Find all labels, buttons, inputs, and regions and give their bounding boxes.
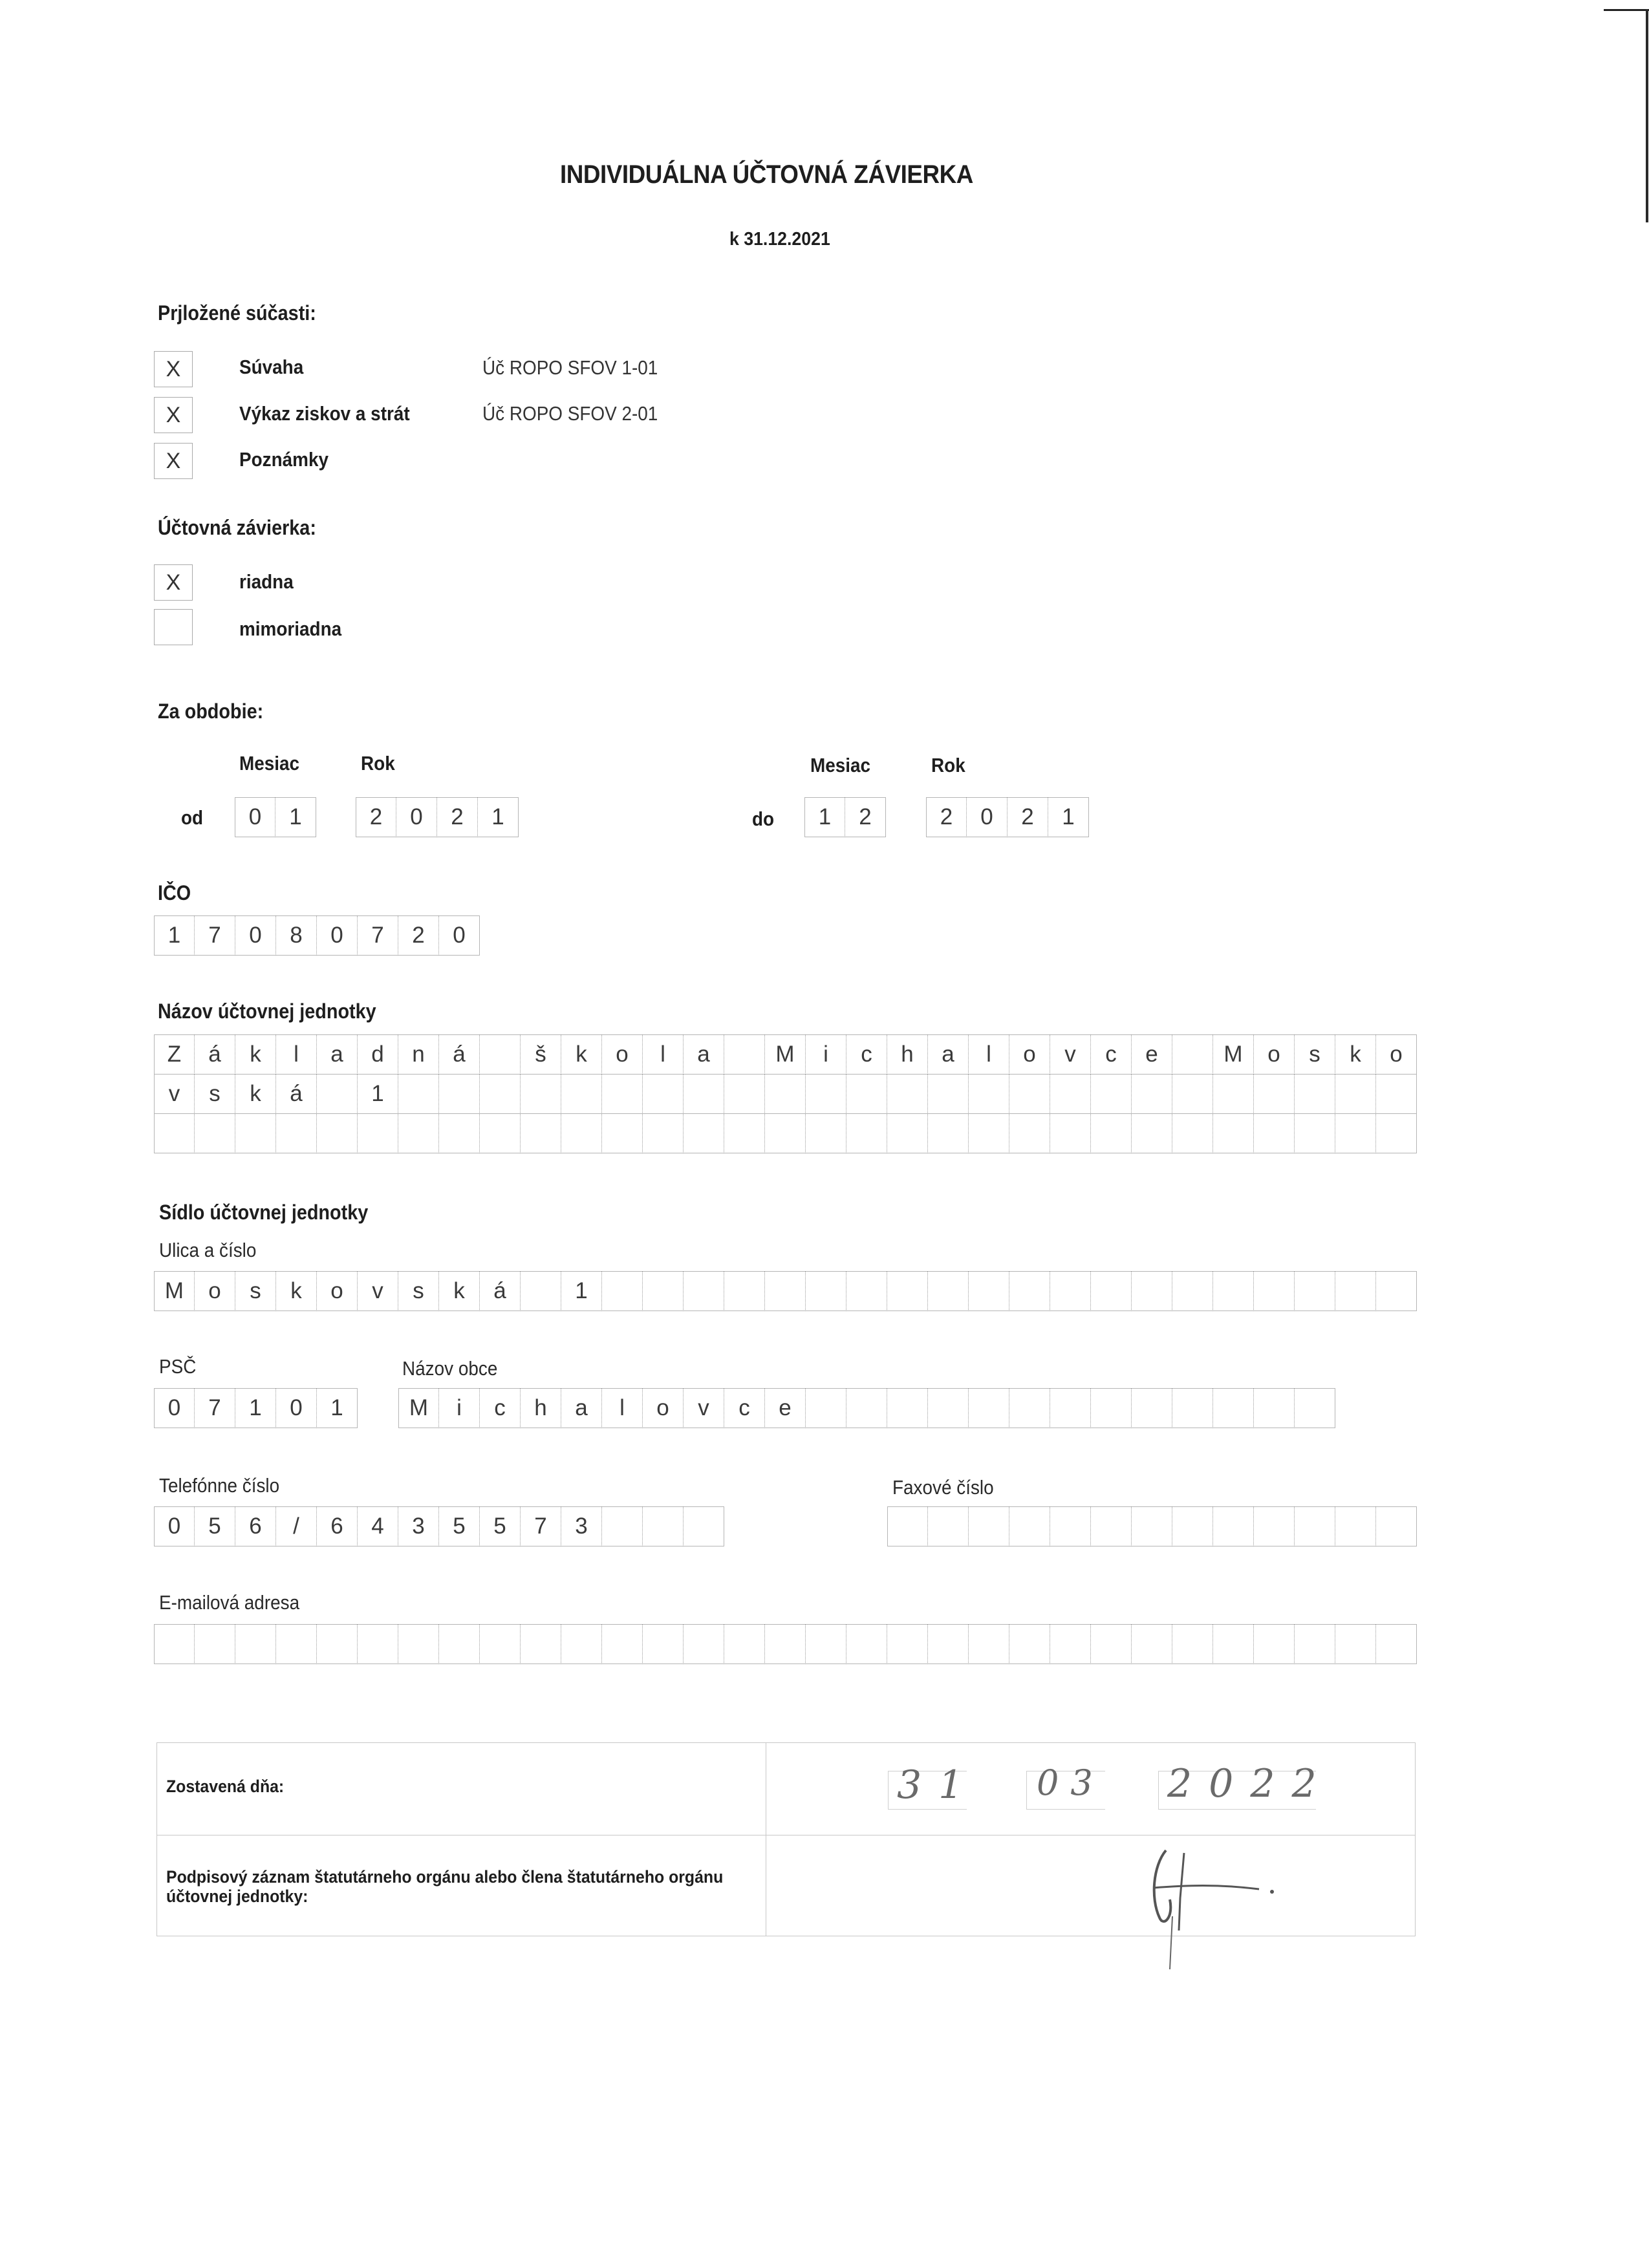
entity-name-cell[interactable]: o [1376, 1034, 1417, 1075]
street-cell[interactable] [928, 1271, 969, 1311]
entity-name-cell[interactable] [846, 1074, 887, 1114]
city-cell[interactable]: l [602, 1388, 643, 1428]
entity-name-cell[interactable]: M [765, 1034, 806, 1075]
email-cell[interactable] [235, 1624, 276, 1664]
entity-name-cell[interactable] [684, 1113, 724, 1153]
city-cell[interactable]: o [643, 1388, 684, 1428]
street-cell[interactable]: o [317, 1271, 358, 1311]
street-cell[interactable] [1091, 1271, 1132, 1311]
entity-name-cell[interactable]: á [439, 1034, 480, 1075]
entity-name-cell[interactable]: s [195, 1074, 235, 1114]
signature-label: Podpisový záznam štatutárneho orgánu alebo člena štatutárneho orgánu účtovnej jednotky: [166, 1867, 724, 1906]
street-cell[interactable]: k [276, 1271, 317, 1311]
signature-mark [1108, 1840, 1444, 1982]
city-cell[interactable]: h [521, 1388, 561, 1428]
fax-cell[interactable] [1295, 1506, 1335, 1546]
city-cell[interactable] [1295, 1388, 1335, 1428]
phone-cell[interactable]: 3 [561, 1506, 602, 1546]
entity-name-row-2[interactable] [154, 1074, 1417, 1114]
entity-name-cell[interactable] [928, 1113, 969, 1153]
entity-name-cell[interactable] [1335, 1074, 1376, 1114]
entity-name-cell[interactable] [1132, 1074, 1172, 1114]
entity-name-cell[interactable] [887, 1074, 928, 1114]
period-to-year-cell[interactable]: 2 [926, 797, 967, 837]
attachments-heading: Prjložené súčasti: [158, 301, 316, 325]
compiled-day-handwritten: 31 [897, 1762, 980, 1808]
attachment-label-suvaha: Súvaha [239, 356, 304, 378]
email-cell[interactable] [887, 1624, 928, 1664]
scan-edge-mark [1604, 9, 1649, 11]
period-to-month-cell[interactable]: 1 [804, 797, 845, 837]
ico-label: IČO [158, 881, 191, 904]
phone-cell[interactable] [684, 1506, 724, 1546]
fax-cell[interactable] [969, 1506, 1009, 1546]
period-from-month-input[interactable] [235, 797, 316, 837]
street-cell[interactable]: s [398, 1271, 439, 1311]
street-cell[interactable]: á [480, 1271, 521, 1311]
city-cell[interactable]: c [480, 1388, 521, 1428]
entity-name-cell[interactable] [561, 1074, 602, 1114]
psc-cell[interactable]: 7 [195, 1388, 235, 1428]
page-title: INDIVIDUÁLNA ÚČTOVNÁ ZÁVIERKA [560, 160, 973, 189]
entity-name-cell[interactable] [398, 1113, 439, 1153]
email-cell[interactable] [846, 1624, 887, 1664]
entity-name-cell[interactable]: o [1254, 1034, 1295, 1075]
period-from-year-cell[interactable]: 1 [478, 797, 519, 837]
attachment-checkbox-vykaz[interactable]: X [154, 397, 193, 433]
phone-cell[interactable]: 6 [317, 1506, 358, 1546]
street-cell[interactable]: k [439, 1271, 480, 1311]
entity-name-cell[interactable] [806, 1113, 846, 1153]
entity-name-cell[interactable]: Z [154, 1034, 195, 1075]
fax-cell[interactable] [1132, 1506, 1172, 1546]
fax-label: Faxové číslo [892, 1476, 994, 1499]
phone-cell[interactable]: 6 [235, 1506, 276, 1546]
entity-name-cell[interactable] [765, 1074, 806, 1114]
entity-name-cell[interactable] [684, 1074, 724, 1114]
entity-name-cell[interactable] [1335, 1113, 1376, 1153]
entity-name-cell[interactable]: a [684, 1034, 724, 1075]
period-from-year-cell[interactable]: 2 [356, 797, 396, 837]
email-cell[interactable] [602, 1624, 643, 1664]
email-cell[interactable] [806, 1624, 846, 1664]
fax-cell[interactable] [1376, 1506, 1417, 1546]
entity-name-cell[interactable]: c [1091, 1034, 1132, 1075]
street-cell[interactable] [602, 1271, 643, 1311]
street-cell[interactable] [846, 1271, 887, 1311]
period-from-month-cell[interactable]: 1 [275, 797, 316, 837]
entity-name-cell[interactable] [1009, 1113, 1050, 1153]
entity-name-cell[interactable]: á [195, 1034, 235, 1075]
entity-name-cell[interactable] [1050, 1074, 1091, 1114]
entity-name-cell[interactable]: k [1335, 1034, 1376, 1075]
entity-name-label: Názov účtovnej jednotky [158, 1000, 376, 1023]
period-heading: Za obdobie: [158, 700, 264, 723]
phone-cell[interactable]: 4 [358, 1506, 398, 1546]
entity-name-cell[interactable]: á [276, 1074, 317, 1114]
entity-name-cell[interactable] [602, 1074, 643, 1114]
entity-name-cell[interactable] [1376, 1113, 1417, 1153]
email-input[interactable] [154, 1624, 1417, 1664]
email-cell[interactable] [439, 1624, 480, 1664]
entity-name-cell[interactable]: v [154, 1074, 195, 1114]
entity-name-cell[interactable] [1213, 1113, 1254, 1153]
entity-name-cell[interactable]: l [643, 1034, 684, 1075]
street-cell[interactable] [1376, 1271, 1417, 1311]
email-cell[interactable] [317, 1624, 358, 1664]
entity-name-cell[interactable]: o [1009, 1034, 1050, 1075]
city-cell[interactable] [1009, 1388, 1050, 1428]
street-cell[interactable] [1335, 1271, 1376, 1311]
entity-name-cell[interactable] [195, 1113, 235, 1153]
email-cell[interactable] [643, 1624, 684, 1664]
entity-name-cell[interactable] [235, 1113, 276, 1153]
email-cell[interactable] [928, 1624, 969, 1664]
period-from-year-cell[interactable]: 2 [437, 797, 478, 837]
entity-name-cell[interactable]: i [806, 1034, 846, 1075]
entity-name-cell[interactable]: d [358, 1034, 398, 1075]
email-cell[interactable] [1172, 1624, 1213, 1664]
phone-cell[interactable]: 0 [154, 1506, 195, 1546]
signature-table [156, 1742, 1416, 1936]
psc-cell[interactable]: 1 [235, 1388, 276, 1428]
period-to-month-cell[interactable]: 2 [845, 797, 886, 837]
compiled-date-label: Zostavená dňa: [166, 1777, 285, 1796]
period-to-year-cell[interactable]: 0 [967, 797, 1008, 837]
phone-label: Telefónne číslo [159, 1474, 280, 1497]
entity-name-cell[interactable] [1172, 1034, 1213, 1075]
scan-edge-shadow [1646, 9, 1648, 222]
entity-name-cell[interactable]: l [276, 1034, 317, 1075]
entity-name-cell[interactable] [154, 1113, 195, 1153]
entity-name-cell[interactable] [561, 1113, 602, 1153]
street-cell[interactable] [1295, 1271, 1335, 1311]
email-cell[interactable] [1050, 1624, 1091, 1664]
fax-input[interactable] [887, 1506, 1417, 1546]
statement-type-label-riadna: riadna [239, 570, 294, 593]
city-cell[interactable] [806, 1388, 846, 1428]
ico-cell[interactable]: 0 [235, 915, 276, 956]
entity-name-cell[interactable] [1091, 1113, 1132, 1153]
ico-cell[interactable]: 7 [358, 915, 398, 956]
entity-name-cell[interactable]: k [561, 1034, 602, 1075]
entity-name-cell[interactable]: k [235, 1034, 276, 1075]
ico-cell[interactable]: 0 [317, 915, 358, 956]
fax-cell[interactable] [928, 1506, 969, 1546]
fax-cell[interactable] [1050, 1506, 1091, 1546]
entity-name-cell[interactable] [480, 1074, 521, 1114]
entity-name-cell[interactable] [521, 1113, 561, 1153]
entity-name-cell[interactable]: h [887, 1034, 928, 1075]
city-cell[interactable] [969, 1388, 1009, 1428]
entity-name-cell[interactable] [724, 1074, 765, 1114]
attachment-checkbox-suvaha[interactable]: X [154, 351, 193, 387]
entity-name-cell[interactable] [1132, 1113, 1172, 1153]
street-cell[interactable]: s [235, 1271, 276, 1311]
email-cell[interactable] [521, 1624, 561, 1664]
email-cell[interactable] [1335, 1624, 1376, 1664]
email-cell[interactable] [1091, 1624, 1132, 1664]
street-cell[interactable] [806, 1271, 846, 1311]
city-cell[interactable] [887, 1388, 928, 1428]
ico-input[interactable] [154, 915, 480, 956]
entity-name-cell[interactable] [602, 1113, 643, 1153]
email-cell[interactable] [1254, 1624, 1295, 1664]
entity-name-cell[interactable] [1376, 1074, 1417, 1114]
entity-name-cell[interactable] [643, 1113, 684, 1153]
phone-cell[interactable]: 5 [195, 1506, 235, 1546]
entity-name-cell[interactable] [1295, 1074, 1335, 1114]
entity-name-cell[interactable]: a [928, 1034, 969, 1075]
fax-cell[interactable] [1335, 1506, 1376, 1546]
psc-cell[interactable]: 0 [276, 1388, 317, 1428]
entity-name-cell[interactable] [317, 1113, 358, 1153]
phone-cell[interactable]: 3 [398, 1506, 439, 1546]
ico-cell[interactable]: 7 [195, 915, 235, 956]
street-cell[interactable] [521, 1271, 561, 1311]
entity-name-cell[interactable] [724, 1113, 765, 1153]
entity-name-cell[interactable] [765, 1113, 806, 1153]
entity-name-cell[interactable]: v [1050, 1034, 1091, 1075]
attachment-label-vykaz: Výkaz ziskov a strát [239, 402, 410, 425]
email-cell[interactable] [1132, 1624, 1172, 1664]
phone-cell[interactable] [643, 1506, 684, 1546]
statement-type-checkbox-riadna[interactable]: X [154, 564, 193, 601]
email-label: E-mailová adresa [159, 1591, 300, 1614]
psc-cell[interactable]: 1 [317, 1388, 358, 1428]
period-to-month-input[interactable] [804, 797, 886, 837]
city-cell[interactable] [1172, 1388, 1213, 1428]
email-cell[interactable] [684, 1624, 724, 1664]
entity-name-row-1[interactable] [154, 1034, 1417, 1075]
entity-name-cell[interactable]: a [317, 1034, 358, 1075]
entity-name-cell[interactable]: 1 [358, 1074, 398, 1114]
compiled-year-handwritten: 2022 [1167, 1761, 1333, 1806]
period-from-label: od [181, 806, 204, 829]
street-cell[interactable]: M [154, 1271, 195, 1311]
city-cell[interactable]: e [765, 1388, 806, 1428]
street-cell[interactable] [643, 1271, 684, 1311]
period-from-year-label: Rok [361, 752, 395, 775]
statement-type-checkbox-mimoriadna[interactable] [154, 609, 193, 645]
entity-name-cell[interactable] [887, 1113, 928, 1153]
entity-name-cell[interactable] [806, 1074, 846, 1114]
entity-name-cell[interactable] [969, 1113, 1009, 1153]
entity-name-cell[interactable] [1254, 1074, 1295, 1114]
period-from-month-label: Mesiac [239, 752, 300, 775]
street-cell[interactable] [1254, 1271, 1295, 1311]
entity-name-cell[interactable] [317, 1074, 358, 1114]
entity-name-cell[interactable]: š [521, 1034, 561, 1075]
street-cell[interactable] [1213, 1271, 1254, 1311]
psc-input[interactable] [154, 1388, 358, 1428]
email-cell[interactable] [1295, 1624, 1335, 1664]
statement-type-heading: Účtovná závierka: [158, 516, 316, 539]
email-cell[interactable] [1213, 1624, 1254, 1664]
phone-cell[interactable]: / [276, 1506, 317, 1546]
street-cell[interactable] [969, 1271, 1009, 1311]
entity-name-cell[interactable] [643, 1074, 684, 1114]
street-cell[interactable]: v [358, 1271, 398, 1311]
city-cell[interactable] [1254, 1388, 1295, 1428]
entity-name-cell[interactable] [480, 1034, 521, 1075]
entity-name-cell[interactable] [1213, 1074, 1254, 1114]
email-cell[interactable] [276, 1624, 317, 1664]
street-cell[interactable] [1132, 1271, 1172, 1311]
entity-name-cell[interactable] [969, 1074, 1009, 1114]
city-cell[interactable] [1132, 1388, 1172, 1428]
entity-name-cell[interactable] [480, 1113, 521, 1153]
street-cell[interactable]: o [195, 1271, 235, 1311]
fax-cell[interactable] [887, 1506, 928, 1546]
compiled-month-handwritten: 03 [1037, 1762, 1105, 1803]
entity-name-cell[interactable]: c [846, 1034, 887, 1075]
fax-cell[interactable] [1009, 1506, 1050, 1546]
email-cell[interactable] [561, 1624, 602, 1664]
entity-name-cell[interactable] [1172, 1113, 1213, 1153]
city-label: Názov obce [402, 1357, 498, 1380]
street-cell[interactable] [887, 1271, 928, 1311]
street-cell[interactable] [724, 1271, 765, 1311]
entity-name-cell[interactable] [358, 1113, 398, 1153]
email-cell[interactable] [765, 1624, 806, 1664]
city-cell[interactable] [846, 1388, 887, 1428]
email-cell[interactable] [724, 1624, 765, 1664]
period-from-month-cell[interactable]: 0 [235, 797, 275, 837]
ico-cell[interactable]: 0 [439, 915, 480, 956]
fax-cell[interactable] [1091, 1506, 1132, 1546]
email-cell[interactable] [969, 1624, 1009, 1664]
entity-name-cell[interactable] [521, 1074, 561, 1114]
ico-cell[interactable]: 2 [398, 915, 439, 956]
entity-name-cell[interactable] [1254, 1113, 1295, 1153]
entity-name-cell[interactable] [928, 1074, 969, 1114]
period-from-year-cell[interactable]: 0 [396, 797, 437, 837]
email-cell[interactable] [398, 1624, 439, 1664]
email-cell[interactable] [1376, 1624, 1417, 1664]
entity-name-cell[interactable]: k [235, 1074, 276, 1114]
entity-name-cell[interactable] [439, 1113, 480, 1153]
ico-cell[interactable]: 1 [154, 915, 195, 956]
entity-name-cell[interactable]: M [1213, 1034, 1254, 1075]
city-cell[interactable] [1213, 1388, 1254, 1428]
city-cell[interactable] [1050, 1388, 1091, 1428]
street-cell[interactable] [765, 1271, 806, 1311]
entity-name-cell[interactable] [276, 1113, 317, 1153]
entity-name-cell[interactable] [439, 1074, 480, 1114]
period-from-year-input[interactable] [356, 797, 519, 837]
city-cell[interactable]: v [684, 1388, 724, 1428]
psc-cell[interactable]: 0 [154, 1388, 195, 1428]
fax-cell[interactable] [1254, 1506, 1295, 1546]
attachment-checkbox-poznamky[interactable]: X [154, 443, 193, 479]
city-input[interactable] [398, 1388, 1335, 1428]
fax-cell[interactable] [1213, 1506, 1254, 1546]
period-to-year-cell[interactable]: 1 [1048, 797, 1089, 837]
phone-input[interactable] [154, 1506, 724, 1546]
entity-name-cell[interactable] [724, 1034, 765, 1075]
attachment-code-vykaz: Úč ROPO SFOV 2-01 [482, 402, 658, 425]
street-cell[interactable]: 1 [561, 1271, 602, 1311]
phone-cell[interactable] [602, 1506, 643, 1546]
entity-name-cell[interactable] [1050, 1113, 1091, 1153]
email-cell[interactable] [195, 1624, 235, 1664]
page-subtitle: k 31.12.2021 [729, 229, 830, 250]
email-cell[interactable] [358, 1624, 398, 1664]
street-label: Ulica a číslo [159, 1239, 257, 1261]
city-cell[interactable]: c [724, 1388, 765, 1428]
city-cell[interactable]: i [439, 1388, 480, 1428]
street-cell[interactable] [1009, 1271, 1050, 1311]
entity-name-cell[interactable] [398, 1074, 439, 1114]
attachment-label-poznamky: Poznámky [239, 448, 329, 471]
entity-name-cell[interactable] [1009, 1074, 1050, 1114]
period-to-year-label: Rok [931, 754, 965, 776]
address-heading: Sídlo účtovnej jednotky [159, 1201, 369, 1224]
entity-name-cell[interactable]: l [969, 1034, 1009, 1075]
period-to-year-input[interactable] [926, 797, 1089, 837]
entity-name-cell[interactable]: n [398, 1034, 439, 1075]
email-cell[interactable] [480, 1624, 521, 1664]
attachment-code-suvaha: Úč ROPO SFOV 1-01 [482, 356, 658, 379]
city-cell[interactable] [1091, 1388, 1132, 1428]
entity-name-cell[interactable] [1172, 1074, 1213, 1114]
city-cell[interactable] [928, 1388, 969, 1428]
entity-name-cell[interactable]: o [602, 1034, 643, 1075]
period-to-month-label: Mesiac [810, 754, 871, 776]
entity-name-cell[interactable] [846, 1113, 887, 1153]
period-to-year-cell[interactable]: 2 [1008, 797, 1048, 837]
street-cell[interactable] [684, 1271, 724, 1311]
entity-name-row-3[interactable] [154, 1113, 1417, 1153]
email-cell[interactable] [154, 1624, 195, 1664]
email-cell[interactable] [1009, 1624, 1050, 1664]
fax-cell[interactable] [1172, 1506, 1213, 1546]
entity-name-cell[interactable] [1091, 1074, 1132, 1114]
street-cell[interactable] [1050, 1271, 1091, 1311]
period-to-label: do [752, 808, 775, 830]
entity-name-cell[interactable]: e [1132, 1034, 1172, 1075]
city-cell[interactable]: M [398, 1388, 439, 1428]
street-input[interactable] [154, 1271, 1417, 1311]
phone-cell[interactable]: 5 [480, 1506, 521, 1546]
entity-name-cell[interactable]: s [1295, 1034, 1335, 1075]
statement-type-label-mimoriadna: mimoriadna [239, 617, 342, 640]
ico-cell[interactable]: 8 [276, 915, 317, 956]
city-cell[interactable]: a [561, 1388, 602, 1428]
phone-cell[interactable]: 7 [521, 1506, 561, 1546]
phone-cell[interactable]: 5 [439, 1506, 480, 1546]
entity-name-cell[interactable] [1295, 1113, 1335, 1153]
psc-label: PSČ [159, 1355, 197, 1378]
street-cell[interactable] [1172, 1271, 1213, 1311]
